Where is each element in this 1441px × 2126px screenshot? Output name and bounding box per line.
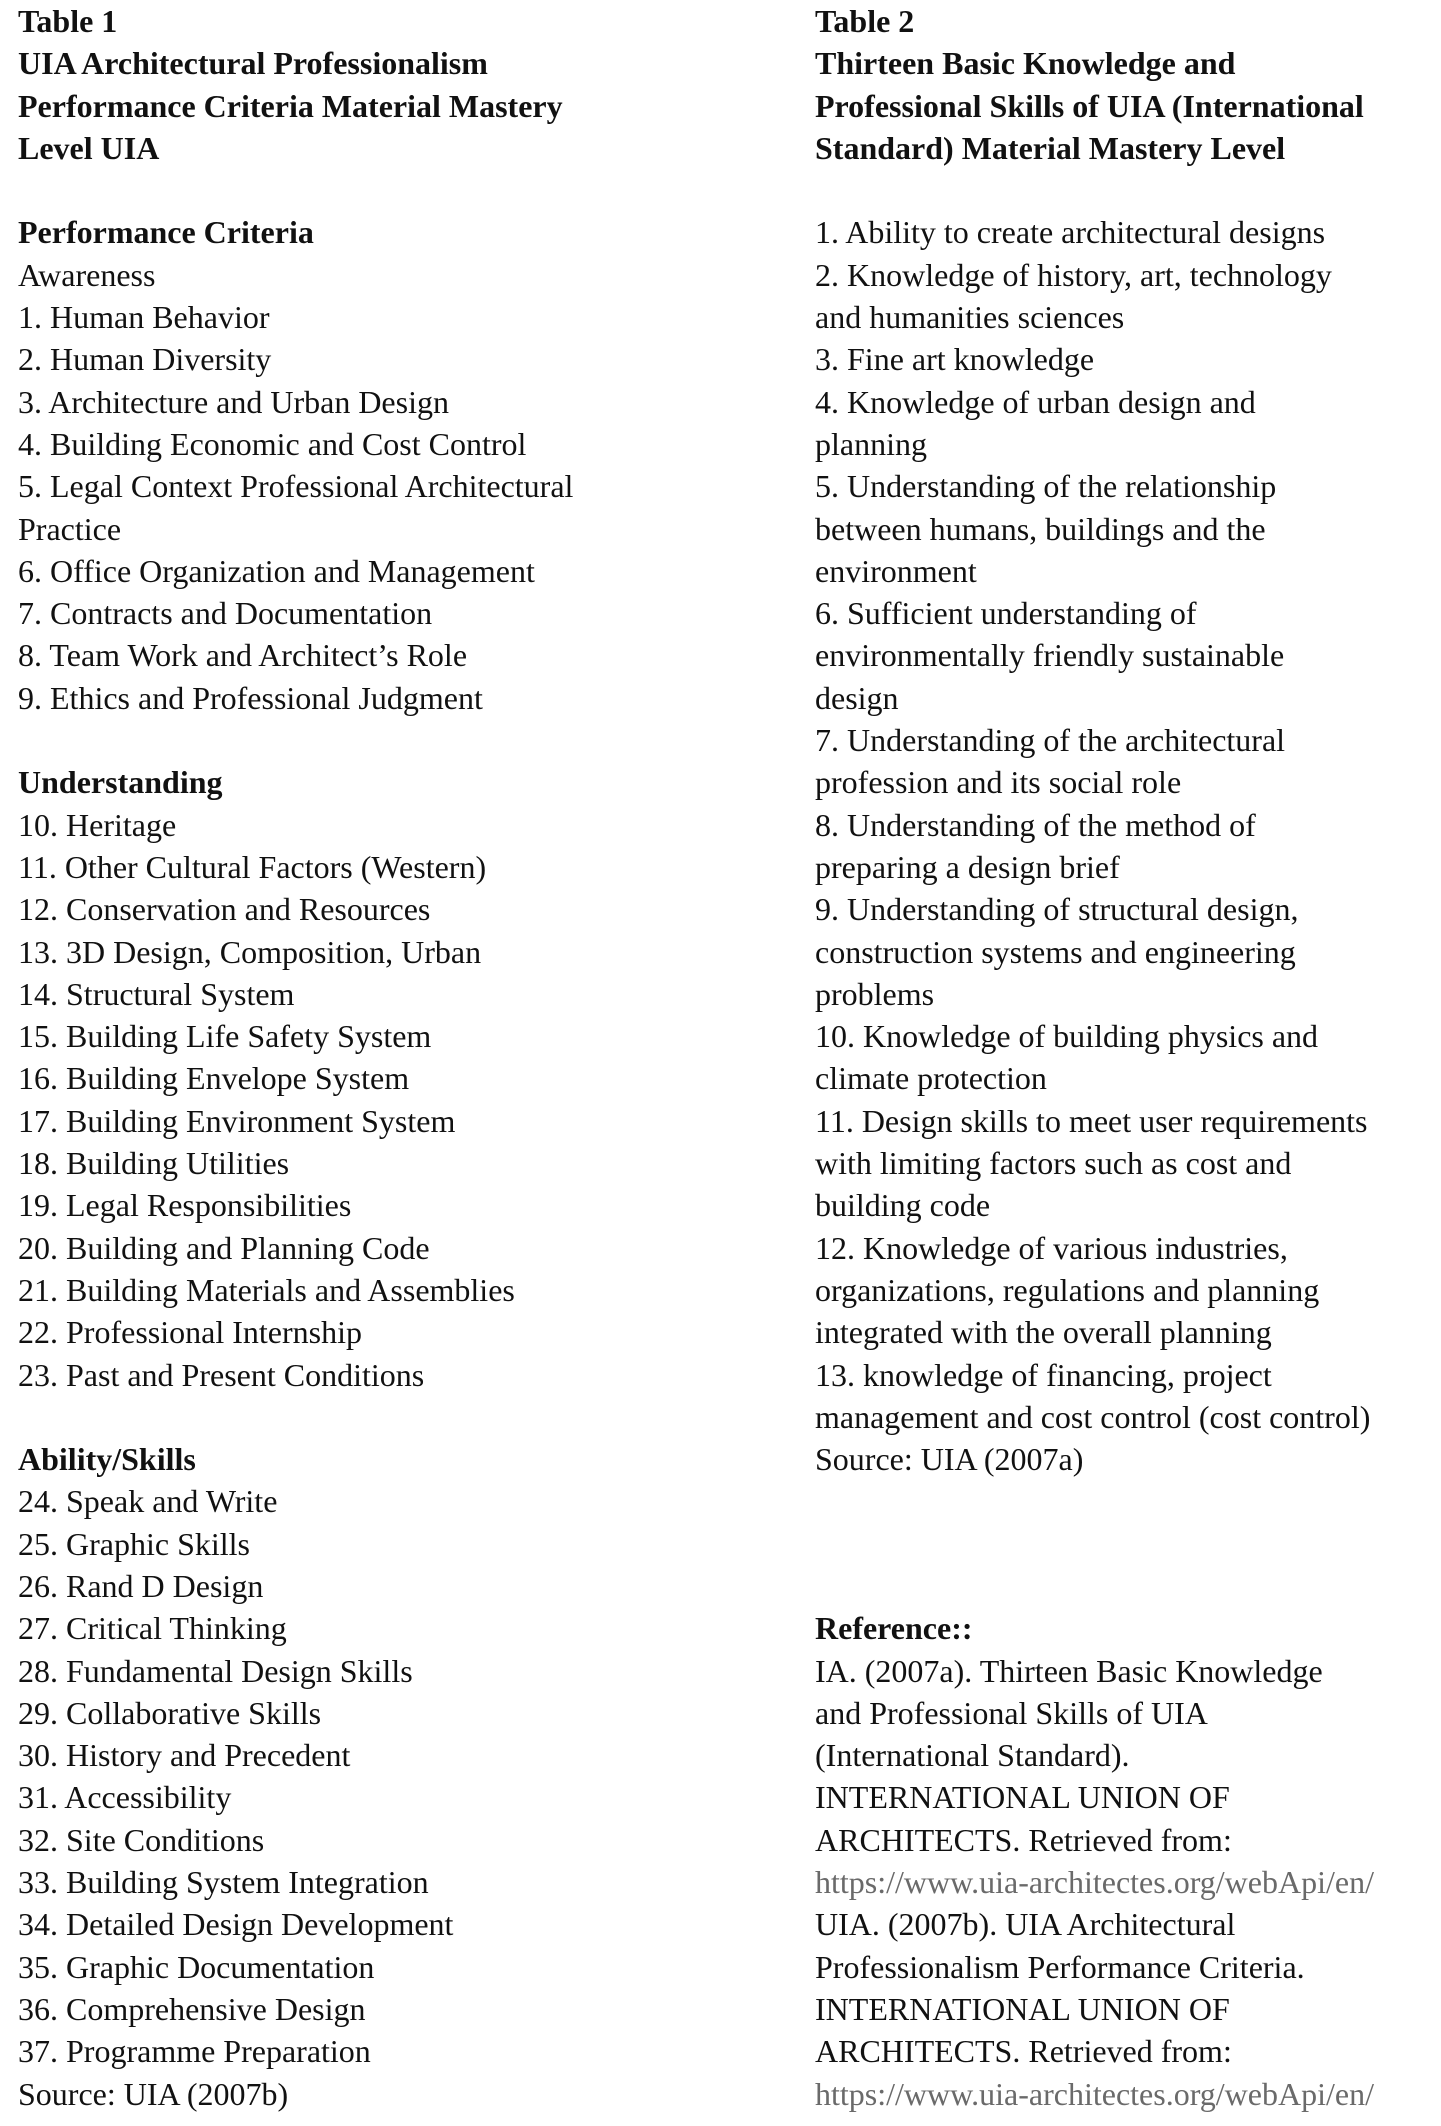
table2-item: 13. knowledge of financing, project [815, 1356, 1272, 1393]
table2-item: 3. Fine art knowledge [815, 341, 1095, 378]
understanding-item: 20. Building and Planning Code [18, 1229, 430, 1266]
understanding-heading: Understanding [18, 764, 223, 801]
spacer [18, 169, 798, 211]
table2-item: management and cost control (cost control) [815, 1398, 1371, 1435]
table2-item: design [815, 679, 899, 716]
understanding-item: 13. 3D Design, Composition, Urban [18, 933, 482, 970]
reference-line: ARCHITECTS. Retrieved from: [815, 2033, 1232, 2070]
table2-item: 7. Understanding of the architectural [815, 722, 1286, 759]
reference-1 [815, 1650, 1435, 1861]
table2-item: 10. Knowledge of building physics and [815, 1018, 1319, 1055]
awareness-item: 1. Human Behavior [18, 299, 270, 336]
table2-item: 5. Understanding of the relationship [815, 468, 1277, 505]
table1-label: Table 1 [18, 3, 118, 39]
table2-label: Table 2 [815, 3, 915, 39]
spacer [18, 1396, 798, 1438]
table2-item: between humans, buildings and the [815, 510, 1266, 547]
understanding-item: 21. Building Materials and Assemblies [18, 1271, 515, 1308]
table2-item: and humanities sciences [815, 299, 1125, 336]
table1-title-line: UIA Architectural Professionalism [18, 45, 488, 82]
reference-line: ARCHITECTS. Retrieved from: [815, 1821, 1232, 1858]
skills-item: 28. Fundamental Design Skills [18, 1652, 413, 1689]
understanding-item: 16. Building Envelope System [18, 1060, 410, 1097]
skills-item: 34. Detailed Design Development [18, 1906, 454, 1943]
understanding-item: 19. Legal Responsibilities [18, 1187, 352, 1224]
table2-item: 8. Understanding of the method of [815, 806, 1256, 843]
table2-item: integrated with the overall planning [815, 1314, 1272, 1351]
understanding-list [18, 804, 798, 1396]
awareness-item: 6. Office Organization and Management [18, 552, 535, 589]
table2-item: 1. Ability to create architectural designs [815, 214, 1326, 251]
table2-item: construction systems and engineering [815, 933, 1296, 970]
awareness-item: 2. Human Diversity [18, 341, 272, 378]
reference-line: Professionalism Performance Criteria. [815, 1948, 1305, 1985]
table1-title-line: Level UIA [18, 129, 160, 166]
reference-2 [815, 1903, 1435, 2072]
table2-title-line: Standard) Material Mastery Level [815, 129, 1286, 166]
table1-title-line: Performance Criteria Material Mastery [18, 87, 563, 124]
awareness-item: 8. Team Work and Architect’s Role [18, 637, 468, 674]
performance-criteria-heading: Performance Criteria [18, 214, 314, 251]
table2-item: environmentally friendly sustainable [815, 637, 1285, 674]
table2-item: problems [815, 975, 935, 1012]
skills-item: 31. Accessibility [18, 1779, 232, 1816]
skills-item: 37. Programme Preparation [18, 2033, 371, 2070]
reference-line: and Professional Skills of UIA [815, 1694, 1208, 1731]
table2-title-line: Thirteen Basic Knowledge and [815, 45, 1236, 82]
awareness-item: 9. Ethics and Professional Judgment [18, 679, 483, 716]
table2-item: 6. Sufficient understanding of [815, 595, 1197, 632]
table2-item: 4. Knowledge of urban design and [815, 383, 1256, 420]
skills-item: 27. Critical Thinking [18, 1610, 287, 1647]
awareness-heading: Awareness [18, 256, 156, 293]
skills-item: 25. Graphic Skills [18, 1525, 250, 1562]
understanding-item: 10. Heritage [18, 806, 177, 843]
awareness-item: 3. Architecture and Urban Design [18, 383, 449, 420]
awareness-item: 7. Contracts and Documentation [18, 595, 433, 632]
table2-item: climate protection [815, 1060, 1047, 1097]
understanding-item: 11. Other Cultural Factors (Western) [18, 848, 487, 885]
table1-column [18, 0, 798, 2115]
table2-source: Source: UIA (2007a) [815, 1441, 1084, 1478]
understanding-item: 14. Structural System [18, 975, 295, 1012]
skills-item: 30. History and Precedent [18, 1737, 351, 1774]
understanding-item: 15. Building Life Safety System [18, 1018, 432, 1055]
reference-line: INTERNATIONAL UNION OF [815, 1779, 1230, 1816]
skills-item: 33. Building System Integration [18, 1864, 429, 1901]
table1-source: Source: UIA (2007b) [18, 2075, 289, 2112]
understanding-item: 23. Past and Present Conditions [18, 1356, 425, 1393]
skills-item: 36. Comprehensive Design [18, 1990, 366, 2027]
table2-item: 11. Design skills to meet user requirements [815, 1102, 1368, 1139]
awareness-list [18, 296, 798, 719]
skills-item: 29. Collaborative Skills [18, 1694, 322, 1731]
spacer [815, 169, 1435, 211]
table2-item: planning [815, 425, 927, 462]
understanding-item: 18. Building Utilities [18, 1145, 290, 1182]
reference-line: IA. (2007a). Thirteen Basic Knowledge [815, 1652, 1323, 1689]
spacer [815, 1480, 1435, 1607]
skills-item: 32. Site Conditions [18, 1821, 265, 1858]
spacer [18, 719, 798, 761]
table2-item: preparing a design brief [815, 848, 1120, 885]
skills-item: 26. Rand D Design [18, 1567, 264, 1604]
understanding-item: 17. Building Environment System [18, 1102, 456, 1139]
skills-item: 35. Graphic Documentation [18, 1948, 375, 1985]
table2-item: with limiting factors such as cost and [815, 1145, 1292, 1182]
reference-line: (International Standard). [815, 1737, 1130, 1774]
skills-list [18, 1480, 798, 2072]
table2-item: building code [815, 1187, 991, 1224]
reference-line: UIA. (2007b). UIA Architectural [815, 1906, 1236, 1943]
awareness-item: 5. Legal Context Professional Architectural [18, 468, 574, 505]
awareness-item: 4. Building Economic and Cost Control [18, 425, 527, 462]
table2-column [815, 0, 1435, 2115]
skills-heading: Ability/Skills [18, 1441, 196, 1478]
reference-2-url[interactable]: https://www.uia-architectes.org/webApi/en/ [815, 2075, 1374, 2112]
understanding-item: 12. Conservation and Resources [18, 891, 431, 928]
references-heading: Reference:: [815, 1610, 973, 1647]
reference-line: INTERNATIONAL UNION OF [815, 1990, 1230, 2027]
awareness-item: Practice [18, 510, 122, 547]
table2-item: profession and its social role [815, 764, 1182, 801]
table2-title-line: Professional Skills of UIA (International [815, 87, 1364, 124]
table2-item: 2. Knowledge of history, art, technology [815, 256, 1332, 293]
table2-item: 12. Knowledge of various industries, [815, 1229, 1288, 1266]
skills-item: 24. Speak and Write [18, 1483, 278, 1520]
table2-item: organizations, regulations and planning [815, 1271, 1320, 1308]
table2-item: 9. Understanding of structural design, [815, 891, 1299, 928]
reference-1-url[interactable]: https://www.uia-architectes.org/webApi/en/ [815, 1864, 1374, 1901]
table2-list [815, 211, 1435, 1438]
table2-item: environment [815, 552, 977, 589]
understanding-item: 22. Professional Internship [18, 1314, 362, 1351]
